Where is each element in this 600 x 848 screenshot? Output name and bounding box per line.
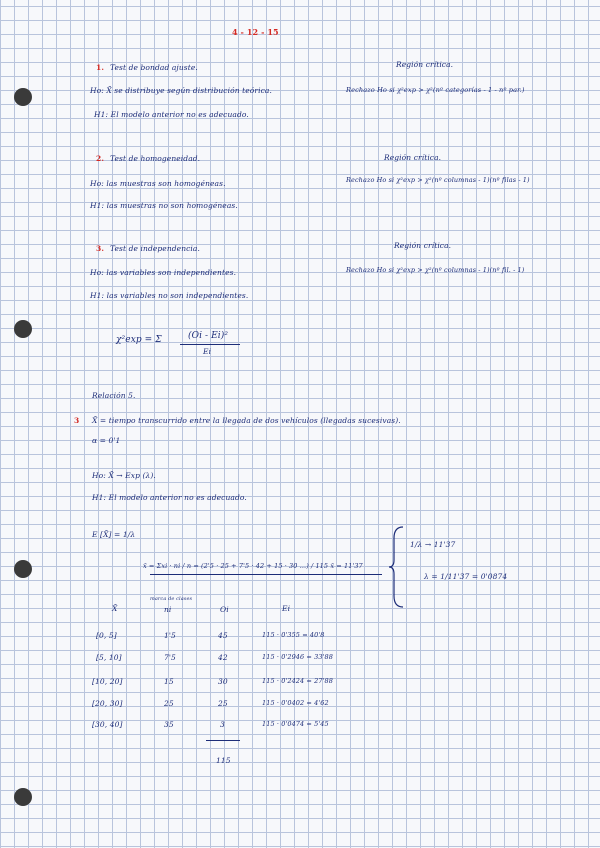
section-1-h1: H1: El modelo anterior no es adecuado.: [94, 110, 249, 119]
section-2-title: Test de homogeneidad.: [110, 154, 201, 163]
mean-fraction-bar: [150, 574, 382, 575]
cell-interval: [5, 10]: [96, 653, 122, 662]
cell-observed: 3: [220, 720, 225, 729]
side-relation-lambda: 1/λ → 11'37: [410, 540, 456, 549]
chi-square-formula-numerator: (Oi - Ei)²: [188, 331, 229, 341]
section-3-h1: H1: las variables no son independientes.: [90, 291, 249, 300]
chi-square-formula-lhs: χ²exp = Σ: [116, 335, 162, 345]
binder-hole: [14, 788, 32, 806]
col-header-ni: ni: [164, 605, 172, 614]
binder-hole: [14, 320, 32, 338]
chi-square-formula-denominator: Ei: [203, 347, 212, 356]
exercise-definition: X̄ = tiempo transcurrido entre la llegada de dos vehículos (llegadas sucesivas).: [92, 416, 401, 425]
section-3-h0: Ho: las variables son independientes.: [90, 268, 237, 277]
expectation-expression: E [X̄] = 1/λ: [92, 530, 136, 539]
section-2-rule: Rechazo Ho si χ²exp > χ²(nº columnas - 1)(nº filas - 1): [346, 176, 530, 184]
binder-hole: [14, 88, 32, 106]
cell-observed: 42: [218, 653, 228, 662]
cell-expected: 115 · 0'2424 = 27'88: [262, 677, 333, 685]
section-1-title: Test de bondad ajuste.: [110, 63, 198, 72]
cell-mark: 35: [164, 720, 174, 729]
col-header-ei: Ei: [282, 604, 291, 613]
cell-interval: [0, 5]: [96, 631, 117, 640]
section-1-rule: Rechazo Ho si χ²exp > χ²(nº categorías - 1 - nº par.): [346, 86, 525, 94]
section-1-h0: Ho: X̄ se distribuye según distribución teórica.: [90, 86, 272, 95]
section-2-h1: H1: las muestras no son homogéneas.: [90, 201, 238, 210]
section-3-rule: Rechazo Ho si χ²exp > χ²(nº columnas - 1)(nº fil. - 1): [346, 266, 525, 274]
section-3-region: Región crítica.: [394, 241, 452, 250]
section-2-number: 2.: [96, 154, 105, 163]
cell-expected: 115 · 0'0402 = 4'62: [262, 699, 329, 707]
cell-mark: 15: [164, 677, 174, 686]
page-date: 4 - 12 - 15: [232, 27, 279, 37]
cell-mark: 1'5: [164, 631, 176, 640]
fraction-bar: [180, 344, 240, 345]
binder-hole: [14, 560, 32, 578]
brace: [388, 524, 408, 610]
cell-expected: 115 · 0'2946 = 33'88: [262, 653, 333, 661]
section-2-h0: Ho: las muestras son homogéneas.: [90, 179, 226, 188]
exercise-h1: H1: El modelo anterior no es adecuado.: [92, 493, 247, 502]
cell-interval: [20, 30]: [92, 699, 123, 708]
observed-total: 115: [216, 756, 231, 765]
col-header-marca: marca de clases: [150, 596, 193, 602]
cell-expected: 115 · 0'355 = 40'8: [262, 631, 325, 639]
sample-mean-computation: x̄ = Σxi · ni / n = (2'5 · 25 + 7'5 · 42 + 15 · 30 ...) / 115 x̄ = 11'37: [143, 562, 363, 570]
cell-interval: [10, 20]: [92, 677, 123, 686]
section-1-region: Región crítica.: [396, 60, 454, 69]
cell-observed: 45: [218, 631, 228, 640]
side-lambda-value: λ = 1/11'37 = 0'0874: [424, 572, 508, 581]
total-rule: [206, 740, 240, 741]
exercise-h0: Ho: X̄ → Exp (λ).: [92, 471, 156, 480]
cell-interval: [30, 40]: [92, 720, 123, 729]
exercise-number: 3: [74, 416, 80, 425]
col-header-x: X̄: [112, 604, 118, 613]
cell-expected: 115 · 0'0474 = 5'45: [262, 720, 329, 728]
cell-mark: 25: [164, 699, 174, 708]
cell-observed: 30: [218, 677, 228, 686]
section-1-number: 1.: [96, 63, 105, 72]
section-2-region: Región crítica.: [384, 153, 442, 162]
cell-mark: 7'5: [164, 653, 176, 662]
section-3-number: 3.: [96, 244, 105, 253]
col-header-oi: Oi: [220, 605, 229, 614]
relacion-heading: Relación 5.: [92, 391, 136, 400]
section-3-title: Test de independencia.: [110, 244, 200, 253]
cell-observed: 25: [218, 699, 228, 708]
alpha-value: α = 0'1: [92, 436, 121, 445]
